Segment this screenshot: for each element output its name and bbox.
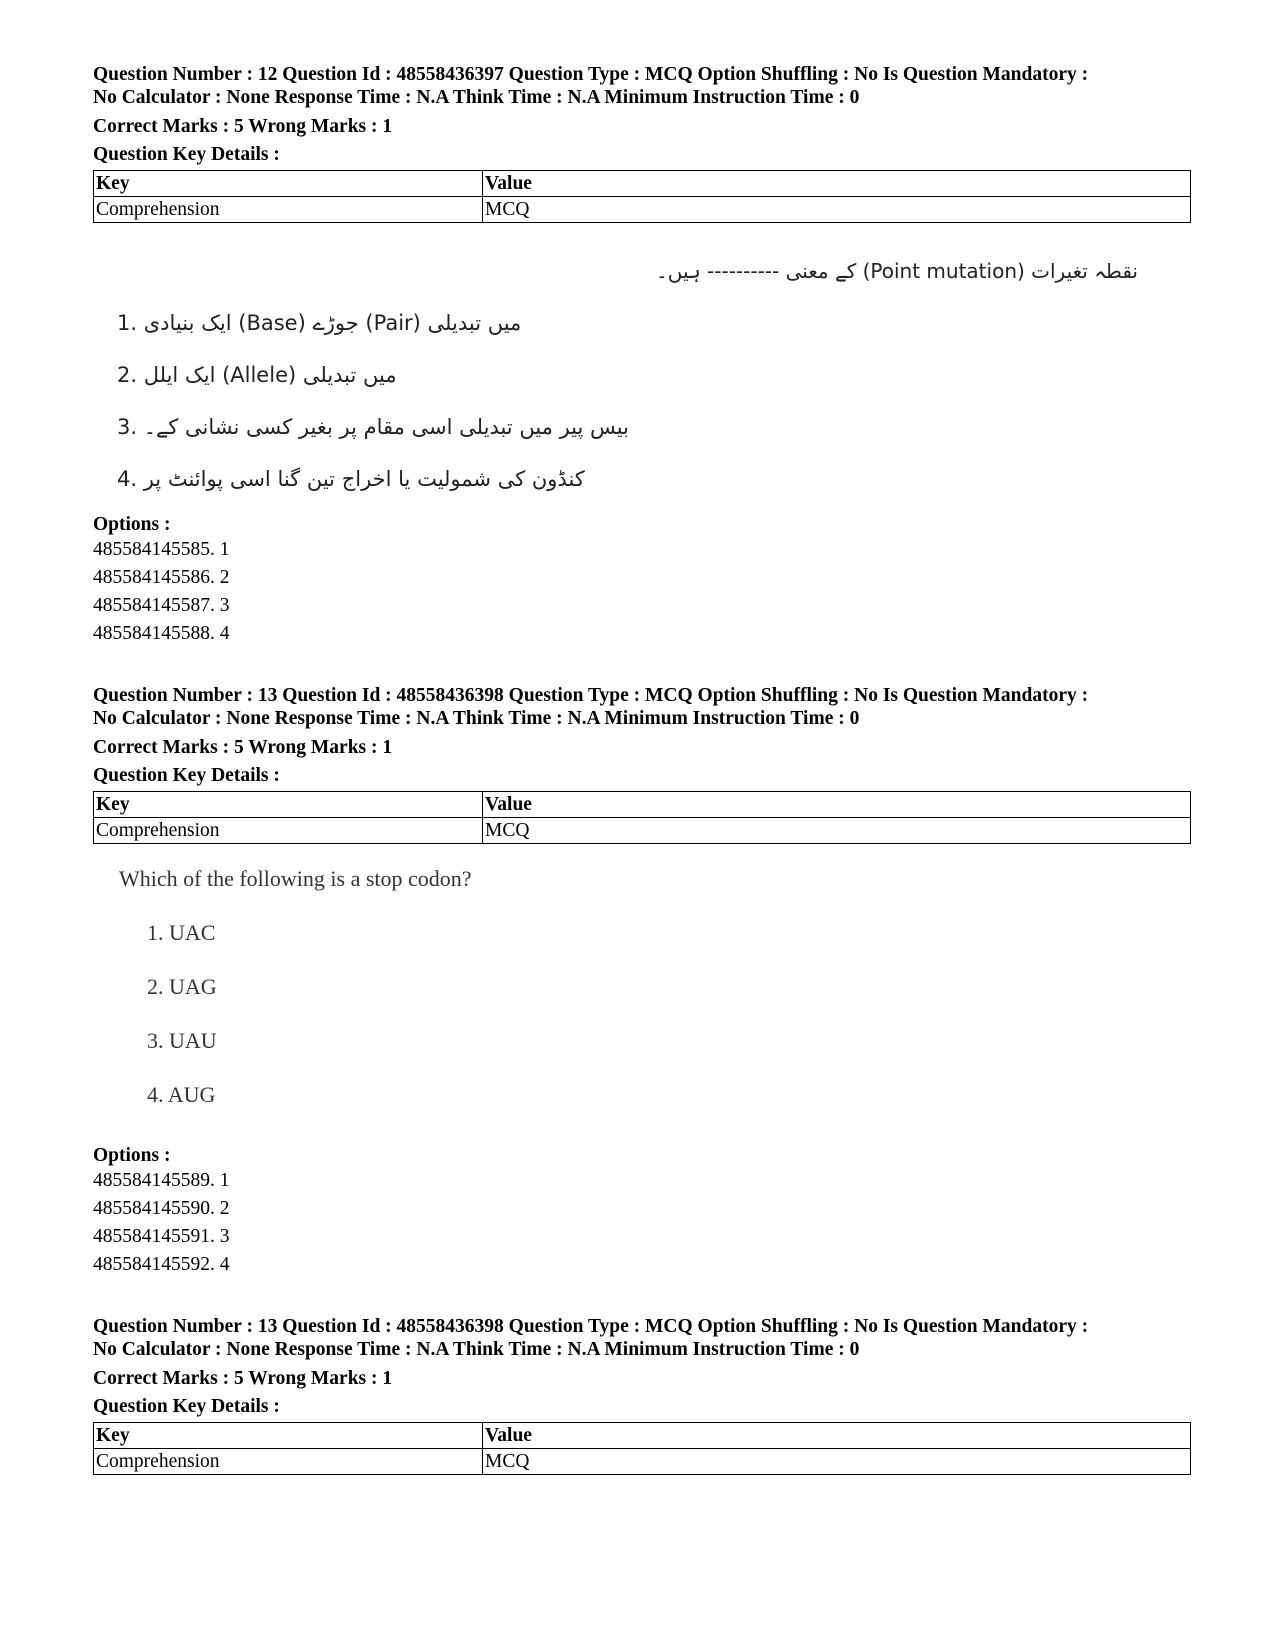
question-block-13-repeat (93, 1315, 1190, 1475)
table-header-row (94, 1423, 1191, 1449)
document-page (93, 63, 1190, 1475)
marks-line: Correct Marks : 5 Wrong Marks : 1 (93, 737, 393, 758)
option-item: 485584145590. 2 (93, 1198, 230, 1219)
question-block-13 (93, 684, 1190, 1279)
value-header-cell: Value (483, 171, 1191, 197)
question-stem: نقطہ تغیرات (Point mutation) کے معنی ---------- ہیں۔ (656, 259, 1138, 283)
question-item-1: 1. ایک بنیادی (Base) جوڑے (Pair) میں تبدیلی (117, 311, 522, 335)
question-item-2: 2. ایک ایلل (Allele) میں تبدیلی (117, 363, 397, 387)
key-details-table (93, 170, 1191, 223)
table-header-row (94, 792, 1191, 818)
options-list (93, 1167, 1190, 1279)
value-header-cell: Value (483, 792, 1191, 818)
value-cell: MCQ (483, 1449, 1191, 1475)
table-header-row (94, 171, 1191, 197)
key-cell: Comprehension (94, 818, 483, 844)
key-details-table (93, 1422, 1191, 1475)
key-details-label: Question Key Details : (93, 1396, 280, 1417)
key-cell: Comprehension (94, 1449, 483, 1475)
key-header-cell: Key (94, 171, 483, 197)
question-block-12 (93, 63, 1190, 648)
header-line-2: No Calculator : None Response Time : N.A Think Time : N.A Minimum Instruction Time : 0 (93, 87, 860, 108)
key-details-label: Question Key Details : (93, 144, 280, 165)
marks-line: Correct Marks : 5 Wrong Marks : 1 (93, 1368, 393, 1389)
option-item: 485584145591. 3 (93, 1226, 230, 1247)
option-item: 485584145585. 1 (93, 539, 230, 560)
key-header-cell: Key (94, 1423, 483, 1449)
header-line-1: Question Number : 13 Question Id : 48558436398 Question Type : MCQ Option Shuffling : No Is Question Mandatory : (93, 685, 1089, 706)
key-details-label: Question Key Details : (93, 765, 280, 786)
option-item: 485584145588. 4 (93, 623, 230, 644)
key-cell: Comprehension (94, 197, 483, 223)
value-header-cell: Value (483, 1423, 1191, 1449)
question-item-3: 3. UAU (147, 1028, 217, 1053)
question-item-4: 4. AUG (147, 1082, 216, 1107)
option-item: 485584145589. 1 (93, 1170, 230, 1191)
question-header (93, 684, 1190, 730)
question-image (93, 844, 1190, 1144)
header-line-1: Question Number : 13 Question Id : 48558436398 Question Type : MCQ Option Shuffling : No Is Question Mandatory : (93, 1316, 1089, 1337)
value-cell: MCQ (483, 197, 1191, 223)
question-header (93, 1315, 1190, 1361)
marks-line: Correct Marks : 5 Wrong Marks : 1 (93, 116, 393, 137)
question-image (93, 223, 1190, 513)
table-row (94, 197, 1191, 223)
value-cell: MCQ (483, 818, 1191, 844)
key-header-cell: Key (94, 792, 483, 818)
header-line-2: No Calculator : None Response Time : N.A Think Time : N.A Minimum Instruction Time : 0 (93, 708, 860, 729)
table-row (94, 818, 1191, 844)
question-item-4: 4. کنڈون کی شمولیت یا اخراج تین گنا اسی پوائنٹ پر (117, 467, 585, 491)
options-list (93, 536, 1190, 648)
option-item: 485584145587. 3 (93, 595, 230, 616)
table-row (94, 1449, 1191, 1475)
key-details-table (93, 791, 1191, 844)
question-item-1: 1. UAC (147, 920, 216, 945)
header-line-2: No Calculator : None Response Time : N.A Think Time : N.A Minimum Instruction Time : 0 (93, 1339, 860, 1360)
question-item-2: 2. UAG (147, 974, 217, 999)
header-line-1: Question Number : 12 Question Id : 48558436397 Question Type : MCQ Option Shuffling : No Is Question Mandatory : (93, 64, 1089, 85)
question-stem: Which of the following is a stop codon? (119, 866, 472, 891)
options-label: Options : (93, 1145, 171, 1166)
question-item-3: 3. بیس پیر میں تبدیلی اسی مقام پر بغیر کسی نشانی کے۔ (117, 415, 629, 439)
option-item: 485584145586. 2 (93, 567, 230, 588)
option-item: 485584145592. 4 (93, 1254, 230, 1275)
options-label: Options : (93, 514, 171, 535)
question-header (93, 63, 1190, 109)
